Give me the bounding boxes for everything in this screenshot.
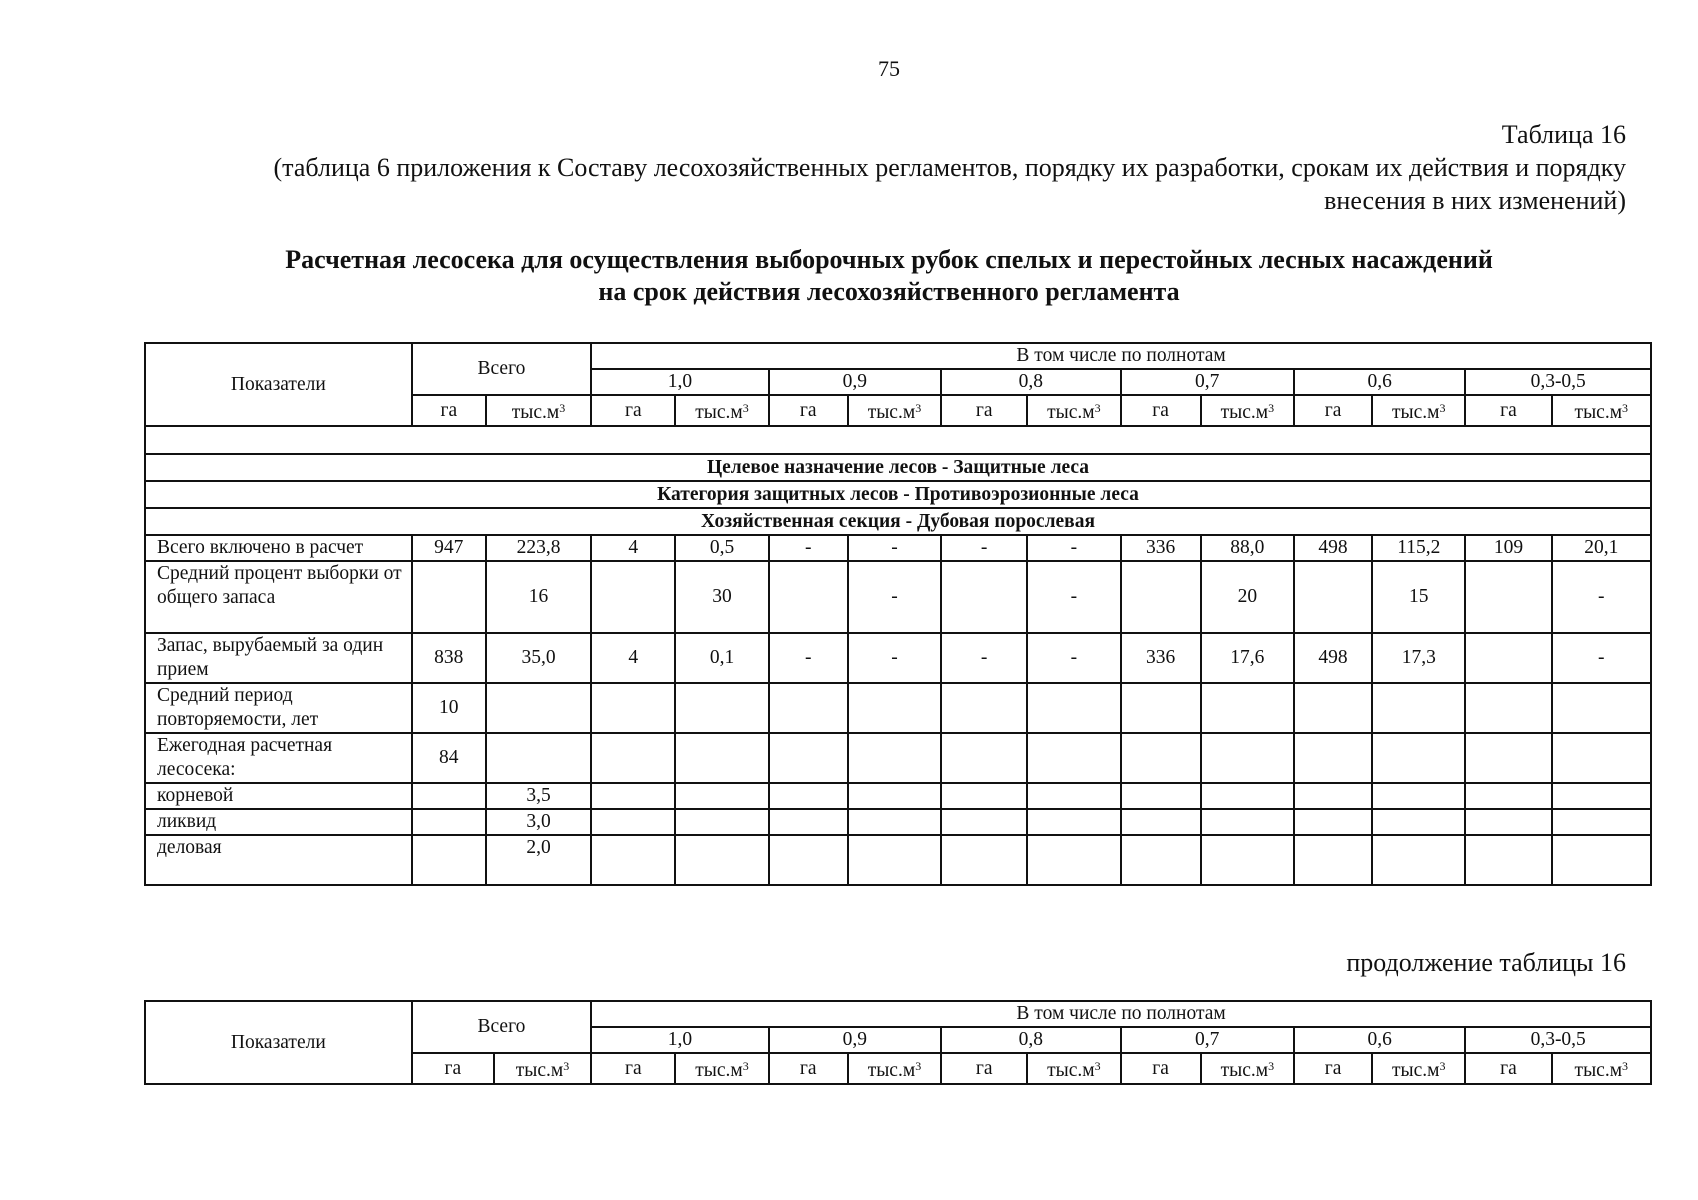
table-cell xyxy=(675,809,768,835)
table-cell xyxy=(1465,809,1551,835)
row-label: Средний процент выборки от общего запаса xyxy=(145,561,412,633)
table-cell: 17,3 xyxy=(1372,633,1465,683)
table-cell xyxy=(1201,809,1294,835)
table-cell xyxy=(1027,683,1120,733)
unit-volume-text: тыс.м xyxy=(1047,1060,1095,1081)
table-cell: 0,5 xyxy=(675,535,768,561)
title-line-2: на срок действия лесохозяйственного регламента xyxy=(598,277,1180,306)
row-label: Запас, вырубаемый за один прием xyxy=(145,633,412,683)
table-cell: 35,0 xyxy=(486,633,591,683)
unit-ha: га xyxy=(1294,1053,1372,1084)
table-cell xyxy=(1552,733,1651,783)
table-cell xyxy=(1121,835,1201,885)
density-header: 0,6 xyxy=(1294,369,1465,395)
table-row xyxy=(145,535,1651,561)
table-cell xyxy=(941,809,1027,835)
table-cell xyxy=(848,683,941,733)
table-cell xyxy=(1027,733,1120,783)
page-number: 75 xyxy=(878,56,900,81)
density-header: 0,7 xyxy=(1121,1027,1294,1053)
table-cell: 223,8 xyxy=(486,535,591,561)
unit-volume-text: тыс.м xyxy=(695,402,743,423)
unit-volume-superscript: 3 xyxy=(1439,401,1446,415)
table-cell xyxy=(941,683,1027,733)
table-cell xyxy=(675,733,768,783)
table-cell xyxy=(769,733,848,783)
total-header: Всего xyxy=(412,1001,591,1053)
row-label: Всего включено в расчет xyxy=(145,535,412,561)
table-cell xyxy=(675,783,768,809)
unit-volume xyxy=(1372,1053,1465,1084)
unit-volume-text: тыс.м xyxy=(515,1060,564,1081)
document-title xyxy=(0,244,1698,308)
row-label: Ежегодная расчетная лесосека: xyxy=(145,733,412,783)
unit-volume-text: тыс.м xyxy=(1047,402,1095,423)
table-cell xyxy=(769,683,848,733)
unit-volume xyxy=(675,395,768,426)
row-label: Средний период повторяемости, лет xyxy=(145,683,412,733)
table-cell xyxy=(1372,783,1465,809)
unit-volume-superscript: 3 xyxy=(563,1059,570,1073)
table-cell xyxy=(1201,683,1294,733)
unit-volume-superscript: 3 xyxy=(1622,401,1629,415)
table-cell xyxy=(1201,835,1294,885)
table-cell xyxy=(1294,561,1372,633)
unit-ha: га xyxy=(769,395,848,426)
table-cell: 947 xyxy=(412,535,486,561)
unit-ha: га xyxy=(591,1053,675,1084)
table-cell xyxy=(848,835,941,885)
table-cell xyxy=(486,733,591,783)
unit-ha: га xyxy=(1121,1053,1201,1084)
table-reference-cont: внесения в них изменений) xyxy=(1324,186,1626,215)
table-cell: - xyxy=(769,535,848,561)
table-cell: 115,2 xyxy=(1372,535,1465,561)
table-cell xyxy=(1552,809,1651,835)
unit-volume-text: тыс.м xyxy=(511,402,560,423)
unit-volume-text: тыс.м xyxy=(867,1060,916,1081)
table-cell xyxy=(1465,733,1551,783)
economic-section-row: Хозяйственная секция - Дубовая порослевая xyxy=(145,508,1651,535)
table-cell xyxy=(412,783,486,809)
table-cell xyxy=(1294,733,1372,783)
table-cell: 498 xyxy=(1294,535,1372,561)
table-row xyxy=(145,783,1651,809)
table-cell xyxy=(848,733,941,783)
unit-volume-superscript: 3 xyxy=(1268,1059,1275,1073)
unit-volume xyxy=(675,1053,768,1084)
table-cell xyxy=(1465,783,1551,809)
unit-volume-superscript: 3 xyxy=(915,1059,922,1073)
unit-volume xyxy=(486,395,591,426)
table-cell: 16 xyxy=(486,561,591,633)
unit-volume-superscript: 3 xyxy=(559,401,566,415)
density-header: 1,0 xyxy=(591,1027,768,1053)
unit-ha: га xyxy=(412,1053,494,1084)
table-number: Таблица 16 xyxy=(1501,120,1626,149)
by-density-header: В том числе по полнотам xyxy=(591,343,1651,369)
continuation-label: продолжение таблицы 16 xyxy=(1346,948,1626,977)
table-cell xyxy=(1294,683,1372,733)
table-cell xyxy=(769,561,848,633)
table-cell: - xyxy=(769,633,848,683)
table-cell xyxy=(591,835,675,885)
table-cell: 88,0 xyxy=(1201,535,1294,561)
table-row xyxy=(145,733,1651,783)
table-cell: - xyxy=(1552,633,1651,683)
table-cell: - xyxy=(1027,561,1120,633)
unit-volume xyxy=(848,395,941,426)
density-header: 0,7 xyxy=(1121,369,1294,395)
table-cell: 20,1 xyxy=(1552,535,1651,561)
table-cell xyxy=(1465,633,1551,683)
unit-volume-superscript: 3 xyxy=(1439,1059,1446,1073)
density-header: 0,9 xyxy=(769,1027,941,1053)
indicators-header: Показатели xyxy=(145,1001,412,1084)
unit-ha: га xyxy=(941,395,1027,426)
title-line-1: Расчетная лесосека для осуществления выборочных рубок спелых и перестойных лесных насаждений xyxy=(285,245,1493,274)
table-cell: - xyxy=(1027,535,1120,561)
density-header: 0,8 xyxy=(941,369,1120,395)
table-cell xyxy=(1294,809,1372,835)
unit-volume xyxy=(494,1053,591,1084)
unit-volume-text: тыс.м xyxy=(1392,402,1440,423)
density-header: 0,8 xyxy=(941,1027,1120,1053)
allowable-cut-table xyxy=(144,342,1652,886)
unit-volume-superscript: 3 xyxy=(742,401,749,415)
table-cell: 0,1 xyxy=(675,633,768,683)
table-cell: - xyxy=(941,633,1027,683)
table-cell: - xyxy=(1027,633,1120,683)
table-row xyxy=(145,809,1651,835)
table-cell xyxy=(1552,783,1651,809)
table-cell: 109 xyxy=(1465,535,1551,561)
table-cell xyxy=(412,835,486,885)
unit-volume-text: тыс.м xyxy=(1220,1060,1269,1081)
table-cell xyxy=(1121,683,1201,733)
forest-purpose-row: Целевое назначение лесов - Защитные леса xyxy=(145,454,1651,481)
table-cell: 30 xyxy=(675,561,768,633)
table-cell xyxy=(941,561,1027,633)
density-header: 1,0 xyxy=(591,369,768,395)
unit-volume-superscript: 3 xyxy=(742,1059,749,1073)
unit-volume-text: тыс.м xyxy=(867,402,916,423)
unit-volume-superscript: 3 xyxy=(1094,401,1101,415)
table-cell xyxy=(1294,783,1372,809)
by-density-header: В том числе по полнотам xyxy=(591,1001,1651,1027)
unit-volume xyxy=(1201,395,1294,426)
table-row xyxy=(145,633,1651,683)
table-cell xyxy=(486,683,591,733)
unit-ha: га xyxy=(769,1053,848,1084)
table-cell xyxy=(1465,561,1551,633)
table-cell xyxy=(591,561,675,633)
density-header: 0,9 xyxy=(769,369,941,395)
unit-volume-text: тыс.м xyxy=(1392,1060,1440,1081)
table-cell xyxy=(1121,733,1201,783)
unit-ha: га xyxy=(1465,1053,1551,1084)
table-cell: 4 xyxy=(591,535,675,561)
total-header: Всего xyxy=(412,343,591,395)
unit-ha: га xyxy=(1465,395,1551,426)
unit-volume xyxy=(1552,1053,1651,1084)
unit-volume xyxy=(848,1053,941,1084)
table-cell: 336 xyxy=(1121,633,1201,683)
table-cell: - xyxy=(848,535,941,561)
table-cell: - xyxy=(1552,561,1651,633)
table-cell xyxy=(769,783,848,809)
table-cell: 498 xyxy=(1294,633,1372,683)
table-cell: 84 xyxy=(412,733,486,783)
table-row xyxy=(145,683,1651,733)
table-cell xyxy=(1027,835,1120,885)
table-cell xyxy=(591,783,675,809)
density-header: 0,3-0,5 xyxy=(1465,1027,1651,1053)
table-cell xyxy=(1465,835,1551,885)
density-header: 0,3-0,5 xyxy=(1465,369,1651,395)
table-cell xyxy=(1372,835,1465,885)
table-cell xyxy=(1201,783,1294,809)
row-label: ликвид xyxy=(145,809,412,835)
unit-volume-superscript: 3 xyxy=(915,401,922,415)
protective-category-row: Категория защитных лесов - Противоэрозионные леса xyxy=(145,481,1651,508)
unit-volume-text: тыс.м xyxy=(695,1060,743,1081)
table-cell xyxy=(591,733,675,783)
unit-volume-text: тыс.м xyxy=(1220,402,1269,423)
unit-ha: га xyxy=(412,395,486,426)
unit-volume-text: тыс.м xyxy=(1574,1060,1623,1081)
table-cell: - xyxy=(941,535,1027,561)
unit-volume-superscript: 3 xyxy=(1094,1059,1101,1073)
table-reference: (таблица 6 приложения к Составу лесохозяйственных регламентов, порядку их разработки, срокам их действия и порядку xyxy=(273,153,1626,182)
row-label: деловая xyxy=(145,835,412,885)
table-cell xyxy=(1372,683,1465,733)
table-cell xyxy=(1552,683,1651,733)
unit-ha: га xyxy=(591,395,675,426)
table-cell xyxy=(1121,809,1201,835)
table-cell xyxy=(591,683,675,733)
density-header: 0,6 xyxy=(1294,1027,1465,1053)
table-cell xyxy=(591,809,675,835)
table-cell xyxy=(1372,733,1465,783)
table-cell xyxy=(675,683,768,733)
table-cell xyxy=(1121,783,1201,809)
unit-ha: га xyxy=(1121,395,1201,426)
unit-volume-superscript: 3 xyxy=(1622,1059,1629,1073)
table-cell xyxy=(1027,783,1120,809)
unit-volume-text: тыс.м xyxy=(1574,402,1623,423)
unit-volume xyxy=(1027,1053,1120,1084)
unit-volume xyxy=(1201,1053,1294,1084)
table-cell xyxy=(941,783,1027,809)
blank-row xyxy=(145,426,1651,454)
table-cell: - xyxy=(848,633,941,683)
table-cell: 4 xyxy=(591,633,675,683)
table-cell xyxy=(941,733,1027,783)
table-cell xyxy=(1027,809,1120,835)
row-label: корневой xyxy=(145,783,412,809)
continuation-table xyxy=(144,1000,1652,1085)
table-cell xyxy=(675,835,768,885)
table-row xyxy=(145,835,1651,885)
table-cell: 3,0 xyxy=(486,809,591,835)
table-cell: 20 xyxy=(1201,561,1294,633)
table-cell xyxy=(769,835,848,885)
table-cell xyxy=(848,809,941,835)
unit-volume xyxy=(1027,395,1120,426)
table-cell: 336 xyxy=(1121,535,1201,561)
unit-volume-superscript: 3 xyxy=(1268,401,1275,415)
table-cell xyxy=(1552,835,1651,885)
unit-ha: га xyxy=(941,1053,1027,1084)
table-cell: - xyxy=(848,561,941,633)
table-cell: 17,6 xyxy=(1201,633,1294,683)
indicators-header: Показатели xyxy=(145,343,412,426)
unit-volume xyxy=(1372,395,1465,426)
unit-ha: га xyxy=(1294,395,1372,426)
table-cell xyxy=(1201,733,1294,783)
table-cell xyxy=(1372,809,1465,835)
table-cell xyxy=(412,561,486,633)
unit-volume xyxy=(1552,395,1651,426)
table-cell xyxy=(848,783,941,809)
table-cell: 2,0 xyxy=(486,835,591,885)
table-cell: 10 xyxy=(412,683,486,733)
table-cell: 838 xyxy=(412,633,486,683)
table-cell xyxy=(769,809,848,835)
table-caption xyxy=(126,118,1626,217)
table-cell xyxy=(941,835,1027,885)
table-row xyxy=(145,561,1651,633)
table-cell: 3,5 xyxy=(486,783,591,809)
table-cell xyxy=(1121,561,1201,633)
table-cell xyxy=(1465,683,1551,733)
table-cell: 15 xyxy=(1372,561,1465,633)
table-cell xyxy=(1294,835,1372,885)
table-cell xyxy=(412,809,486,835)
